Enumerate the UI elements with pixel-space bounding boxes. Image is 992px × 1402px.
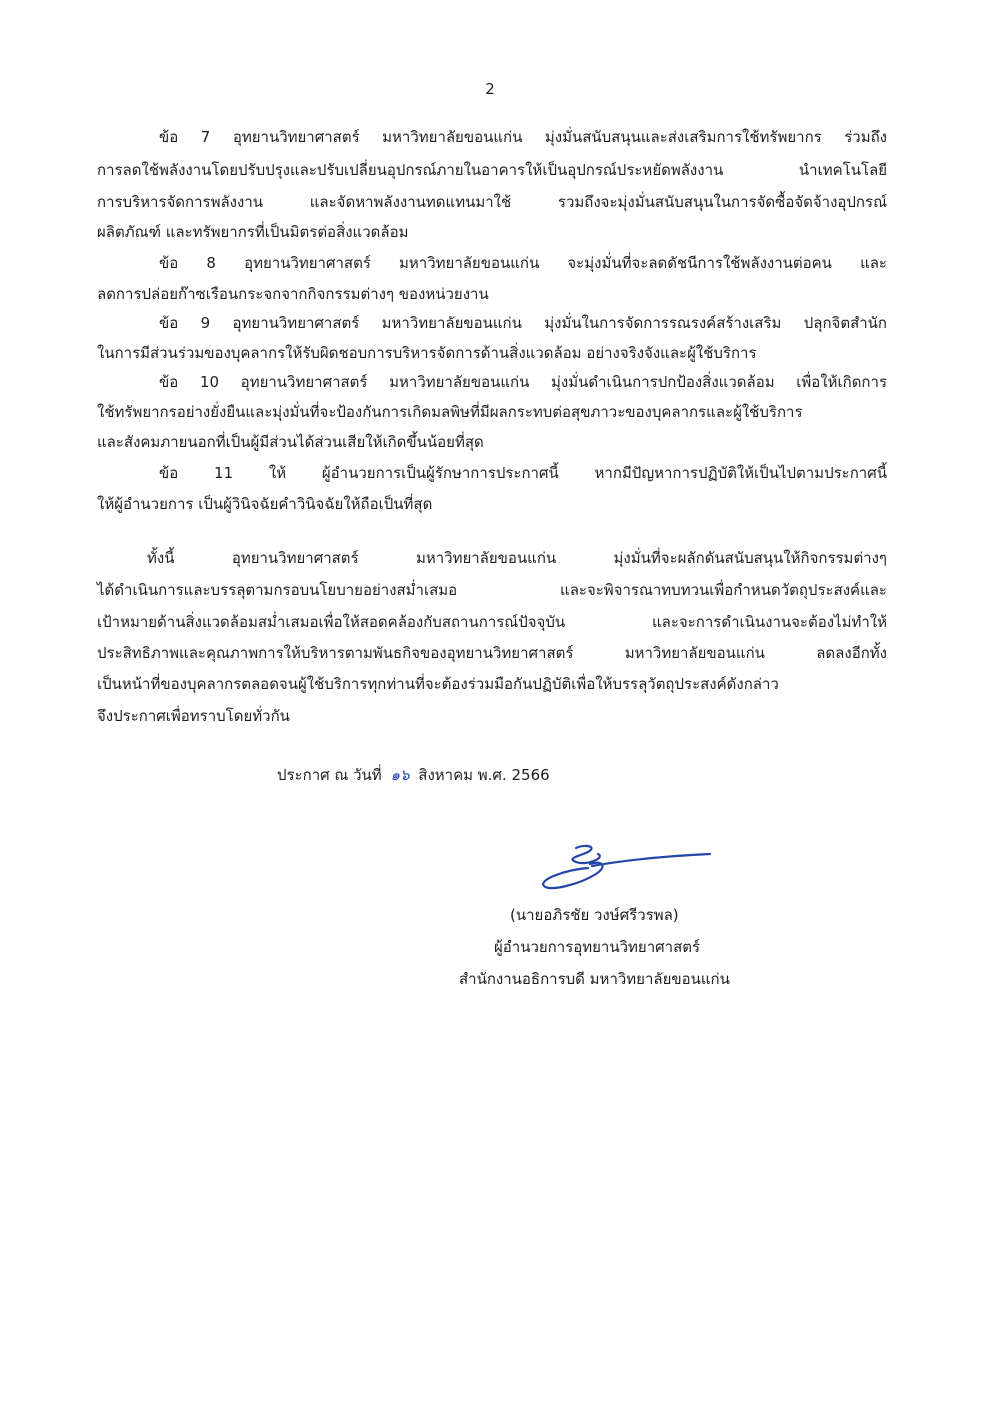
clause-9-line-1: ข้อ 9 อุทยานวิทยาศาสตร์ มหาวิทยาลัยขอนแก่น มุ่งมั่นในการจัดการรณรงค์สร้างเสริม ปลุกจิตสำนัก bbox=[159, 314, 887, 332]
clause-8-line-2: ลดการปล่อยก๊าซเรือนกระจกจากกิจกรรมต่างๆ ของหน่วยงาน bbox=[97, 285, 489, 303]
announcement-date bbox=[277, 763, 550, 787]
page-number: 2 bbox=[485, 80, 495, 98]
clause-7-line-3: การบริหารจัดการพลังงาน และจัดหาพลังงานทดแทนมาใช้ รวมถึงจะมุ่งมั่นสนับสนุนในการจัดซื้อจัดจ้างอุปกรณ์ bbox=[97, 193, 887, 211]
closing-line-3: เป้าหมายด้านสิ่งแวดล้อมสม่ำเสมอเพื่อให้สอดคล้องกับสถานการณ์ปัจจุบัน และจะการดำเนินงานจะต้องไม่ทำให้ bbox=[97, 613, 887, 631]
clause-9-line-2: ในการมีส่วนร่วมของบุคลากรให้รับผิดชอบการบริหารจัดการด้านสิ่งแวดล้อม อย่างจริงจังและผู้ใช้บริการ bbox=[97, 344, 757, 362]
clause-7-line-1: ข้อ 7 อุทยานวิทยาศาสตร์ มหาวิทยาลัยขอนแก่น มุ่งมั่นสนับสนุนและส่งเสริมการใช้ทรัพยากร ร่วมถึง bbox=[159, 128, 887, 146]
signatory-position: ผู้อำนวยการอุทยานวิทยาศาสตร์ bbox=[494, 938, 701, 956]
signatory-office: สำนักงานอธิการบดี มหาวิทยาลัยขอนแก่น bbox=[459, 970, 730, 988]
announcement-prefix: ประกาศ ณ วันที่ bbox=[277, 766, 382, 784]
announcement-month-year: สิงหาคม พ.ศ. 2566 bbox=[418, 766, 550, 784]
closing-line-2: ได้ดำเนินการและบรรลุตามกรอบนโยบายอย่างสม่ำเสมอ และจะพิจารณาทบทวนเพื่อกำหนดวัตถุประสงค์และ bbox=[97, 581, 887, 599]
clause-10-line-2: ใช้ทรัพยากรอย่างยั่งยืนและมุ่งมั่นที่จะป้องกันการเกิดมลพิษที่มีผลกระทบต่อสุขภาวะของบุคลากรและผู้ใช้บริการ bbox=[97, 403, 803, 421]
signature-image bbox=[536, 840, 716, 892]
clause-7-line-2: การลดใช้พลังงานโดยปรับปรุงและปรับเปลี่ยนอุปกรณ์ภายในอาคารให้เป็นอุปกรณ์ประหยัดพลังงาน นำเทคโนโลยี bbox=[97, 161, 887, 179]
closing-line-5: เป็นหน้าที่ของบุคลากรตลอดจนผู้ใช้บริการทุกท่านที่จะต้องร่วมมือกันปฏิบัติเพื่อให้บรรลุวัตถุประสงค์ดังกล่าว bbox=[97, 675, 779, 693]
clause-7-line-4: ผลิตภัณฑ์ และทรัพยากรที่เป็นมิตรต่อสิ่งแวดล้อม bbox=[97, 223, 409, 241]
clause-10-line-3: และสังคมภายนอกที่เป็นผู้มีส่วนได้ส่วนเสียให้เกิดขึ้นน้อยที่สุด bbox=[97, 433, 484, 451]
closing-line-6: จึงประกาศเพื่อทราบโดยทั่วกัน bbox=[97, 707, 290, 725]
signatory-name: (นายอภิรชัย วงษ์ศรีวรพล) bbox=[510, 906, 679, 924]
clause-11-line-1: ข้อ 11 ให้ ผู้อำนวยการเป็นผู้รักษาการประกาศนี้ หากมีปัญหาการปฏิบัติให้เป็นไปตามประกาศนี้ bbox=[159, 464, 887, 482]
closing-line-4: ประสิทธิภาพและคุณภาพการให้บริหารตามพันธกิจของอุทยานวิทยาศาสตร์ มหาวิทยาลัยขอนแก่น ลดลงอีกทั้ง bbox=[97, 644, 887, 662]
clause-11-line-2: ให้ผู้อำนวยการ เป็นผู้วินิจฉัยคำวินิจฉัยให้ถือเป็นที่สุด bbox=[97, 495, 433, 513]
clause-8-line-1: ข้อ 8 อุทยานวิทยาศาสตร์ มหาวิทยาลัยขอนแก่น จะมุ่งมั่นที่จะลดดัชนีการใช้พลังงานต่อคน และ bbox=[159, 254, 887, 272]
closing-line-1: ทั้งนี้ อุทยานวิทยาศาสตร์ มหาวิทยาลัยขอนแก่น มุ่งมั่นที่จะผลักดันสนับสนุนให้กิจกรรมต่างๆ bbox=[147, 549, 887, 567]
announcement-day: ๑๖ bbox=[390, 766, 410, 784]
clause-10-line-1: ข้อ 10 อุทยานวิทยาศาสตร์ มหาวิทยาลัยขอนแก่น มุ่งมั่นดำเนินการปกป้องสิ่งแวดล้อม เพื่อให้เกิดการ bbox=[159, 373, 887, 391]
